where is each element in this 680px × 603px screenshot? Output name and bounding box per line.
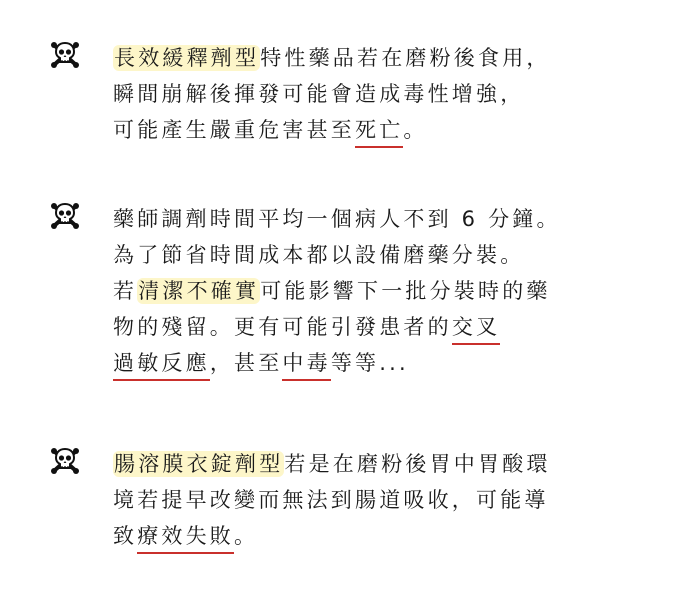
text-run: ，甚至 — [209, 351, 283, 375]
warning-text-2 — [113, 201, 613, 381]
skull-crossbones-icon — [50, 201, 80, 231]
highlight-phrase: 長效緩釋劑型 — [114, 46, 260, 70]
text-line — [113, 309, 613, 345]
text-run: 。 — [403, 118, 428, 142]
text-run: 可能產生嚴重危害甚至 — [113, 118, 355, 142]
text-run: 可能影響下一批分裝時的藥 — [260, 279, 551, 303]
highlight-phrase: 清潔不確實 — [138, 279, 260, 303]
text-run: 若 — [113, 279, 138, 303]
underline-phrase: 過敏反應 — [113, 351, 210, 381]
underline-phrase: 中毒 — [282, 351, 330, 381]
text-line — [113, 237, 613, 273]
text-run: 等等... — [330, 351, 409, 375]
warning-text-1 — [113, 40, 613, 148]
text-run: 瞬間崩解後揮發可能會造成毒性增強， — [113, 82, 525, 106]
text-line — [113, 518, 613, 554]
text-run: 致 — [113, 524, 138, 548]
text-line — [113, 112, 613, 148]
text-line — [113, 482, 613, 518]
text-run: 若是在磨粉後胃中胃酸環 — [284, 452, 551, 476]
underline-phrase: 死亡 — [355, 118, 403, 148]
text-run: 特性藥品若在磨粉後食用， — [260, 46, 551, 70]
text-line — [113, 201, 613, 237]
text-line — [113, 40, 613, 76]
text-run: 為了節省時間成本都以設備磨藥分裝。 — [113, 243, 525, 267]
text-run: 。 — [234, 524, 259, 548]
text-run: 藥師調劑時間平均一個病人不到 6 分鐘。 — [113, 207, 561, 231]
highlight-phrase: 腸溶膜衣錠劑型 — [114, 452, 284, 476]
skull-crossbones-icon — [50, 446, 80, 476]
text-run: 物的殘留。更有可能引發患者的 — [113, 315, 452, 339]
text-line — [113, 273, 613, 309]
text-line — [113, 446, 613, 482]
text-run: 境若提早改變而無法到腸道吸收，可能導 — [113, 488, 549, 512]
skull-crossbones-icon — [50, 40, 80, 70]
warning-text-3 — [113, 446, 613, 554]
underline-phrase: 療效失敗 — [137, 524, 234, 554]
text-line — [113, 345, 613, 381]
text-line — [113, 76, 613, 112]
underline-phrase: 交叉 — [452, 315, 500, 345]
